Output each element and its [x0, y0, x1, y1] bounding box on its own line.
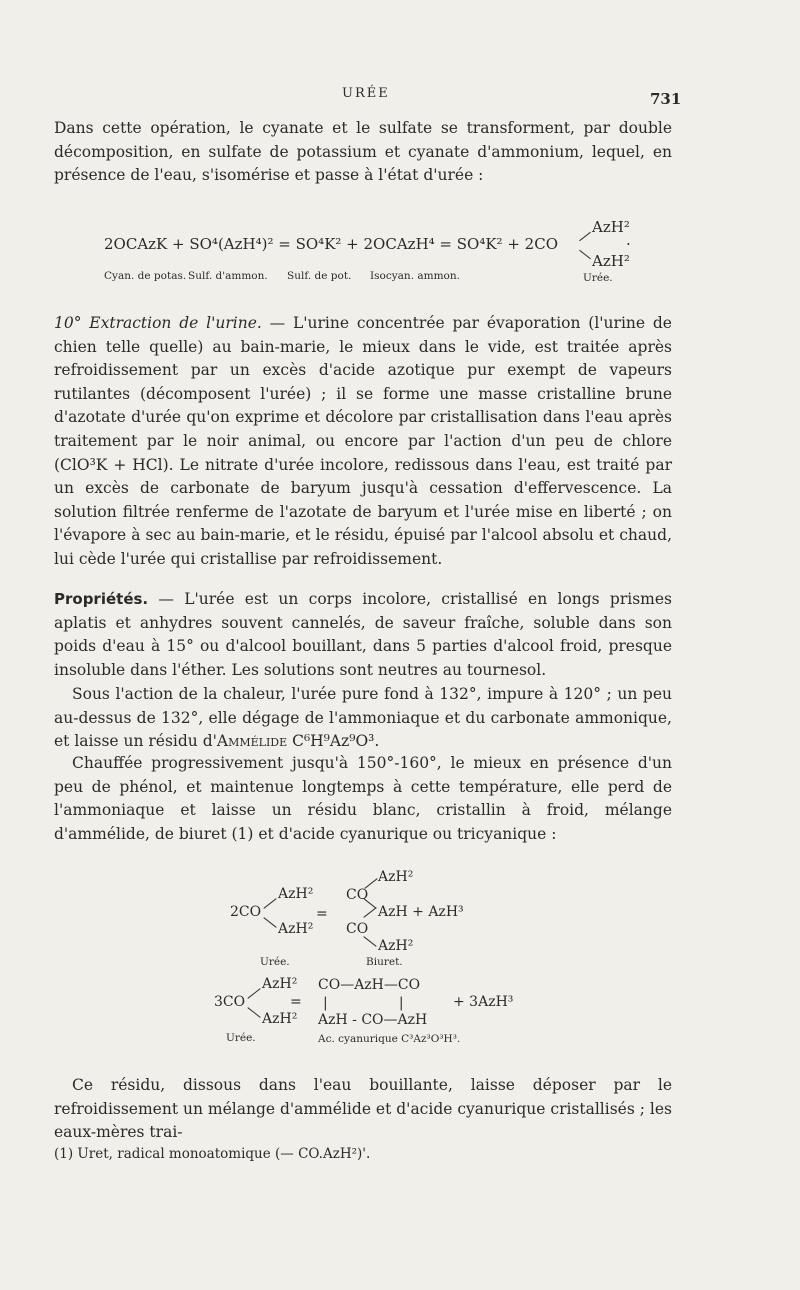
eq3-ring-bars: | |	[323, 995, 404, 1011]
bond-up	[579, 232, 591, 241]
eq2-right-bottom: AzH²	[378, 938, 414, 954]
properties-body: — L'urée est un corps incolore, cristallisé en longs prismes aplatis et anhydres souvent cannelés, de saveur fraîche, soluble dans son poids d'eau à 15° ou d'alcool bouillant, dans 5 parties d'alcool froid, presque insoluble dans l'éther. Les solutions sont neutres au tournesol.	[54, 590, 672, 679]
eq3-bond-down	[247, 1007, 260, 1018]
eq3-ring-bottom: AzH - CO—AzH	[318, 1012, 428, 1028]
equation1-top-group: AzH²	[592, 218, 630, 236]
paragraph-heating-progressive: Chauffée progressivement jusqu'à 150°-160°, le mieux en présence d'un peu de phénol, et maintenue longtemps à cette température, elle perd de l'ammoniaque et laisse un résidu blanc, cristallin à froid, mélange d'ammélide, de biuret (1) et d'acide cyanurique ou tricyanique :	[54, 754, 672, 843]
eq2-bond-up	[263, 898, 276, 909]
caption-uree: Urée.	[583, 272, 613, 284]
caption-sulf-ammon: Sulf. d'ammon.	[188, 270, 268, 282]
eq2-co-1: CO	[346, 887, 369, 903]
eq2-bond-down	[263, 917, 276, 928]
paragraph-properties	[54, 588, 672, 682]
caption-isocyan-ammon: Isocyan. ammon.	[370, 270, 460, 282]
eq3-caption-uree: Urée.	[226, 1032, 256, 1044]
eq3-left-prefix: 3CO	[214, 994, 246, 1010]
eq3-equals: =	[290, 994, 302, 1010]
eq3-bond-up	[247, 988, 260, 999]
paragraph-residue: Ce résidu, dissous dans l'eau bouillante, laisse déposer par le refroidissement un mélange d'ammélide et d'acide cyanurique cristallisés ; les eaux-mères trai-	[54, 1076, 672, 1142]
paragraph-intro: Dans cette opération, le cyanate et le sulfate se transforment, par double décomposition, en sulfate de potassium et cyanate d'ammonium, lequel, en présence de l'eau, s'isomérise et passe à l'état d'urée :	[54, 119, 672, 185]
paragraph-extraction	[54, 312, 672, 572]
eq3-ring-top: CO—AzH—CO	[318, 977, 421, 993]
eq3-caption-cyanuric: Ac. cyanurique C³Az³O³H³.	[318, 1033, 461, 1045]
caption-sulf-pot: Sulf. de pot.	[287, 270, 352, 282]
heat-text-end: C⁶H⁹Az⁹O³.	[287, 732, 380, 751]
eq2-co-2: CO	[346, 921, 369, 937]
eq3-left-top: AzH²	[262, 976, 298, 992]
eq3-plus-ammonia: + 3AzH³	[453, 994, 514, 1010]
extraction-heading: 10° Extraction de l'urine.	[54, 314, 262, 332]
eq2-right-top: AzH²	[378, 869, 414, 885]
eq2-right-mid: AzH + AzH³	[378, 904, 464, 920]
paragraph-heat	[54, 683, 672, 754]
eq3-left-bottom: AzH²	[262, 1011, 298, 1027]
caption-cyan-potas: Cyan. de potas.	[104, 270, 187, 282]
extraction-body: — L'urine concentrée par évaporation (l'urine de chien telle quelle) au bain-marie, le mieux dans le vide, est traitée après refroidissement par un excès d'acide azotique pur exempt de vapeurs rutilantes (décomposent l'urée) ; il se forme une masse cristalline brune d'azotate d'urée qu'on exprime et décolore par cristallisation dans l'eau après traitement par le noir animal, ou encore par l'action d'un peu de chlore (ClO³K + HCl). Le nitrate d'urée incolore, redissous dans l'eau, est traité par un excès de carbonate de baryum jusqu'à cessation d'effervescence. La solution filtrée renferme de l'azotate de baryum et l'urée mise en liberté ; on l'évapore à sec au bain-marie, et le résidu, épuisé par l'alcool absolu et chaud, lui cède l'urée qui cristallise par refroidissement.	[54, 314, 672, 568]
eq2-caption-biuret: Biuret.	[366, 956, 403, 968]
equation1-trailing: ·	[626, 235, 631, 253]
properties-heading: Propriétés.	[54, 590, 149, 608]
footnote: (1) Uret, radical monoatomique (— CO.AzH²)'.	[54, 1146, 371, 1162]
running-title: URÉE	[342, 86, 390, 101]
eq2-bond-r4	[363, 936, 376, 947]
eq2-left-top: AzH²	[278, 886, 314, 902]
equation1-bottom-group: AzH²	[592, 252, 630, 270]
bond-down	[579, 250, 591, 259]
equation1-main: 2OCAzK + SO⁴(AzH⁴)² = SO⁴K² + 2OCAzH⁴ = SO⁴K² + 2CO	[104, 235, 558, 253]
eq2-bond-r3	[363, 907, 376, 918]
eq2-caption-uree: Urée.	[260, 956, 290, 968]
page-number: 731	[650, 90, 682, 108]
eq2-equals: =	[316, 906, 328, 922]
page-header	[0, 86, 800, 108]
ammelide-term: Ammélide	[216, 732, 288, 751]
heat-text-start: Sous l'action de la chaleur, l'urée pure fond à 132°, impure à 120° ; un peu au-dessus de 132°, elle dégage de l'ammoniaque et du carbonate ammonique, et laisse un résidu d'	[54, 685, 672, 751]
eq2-left-prefix: 2CO	[230, 904, 262, 920]
eq2-left-bottom: AzH²	[278, 921, 314, 937]
